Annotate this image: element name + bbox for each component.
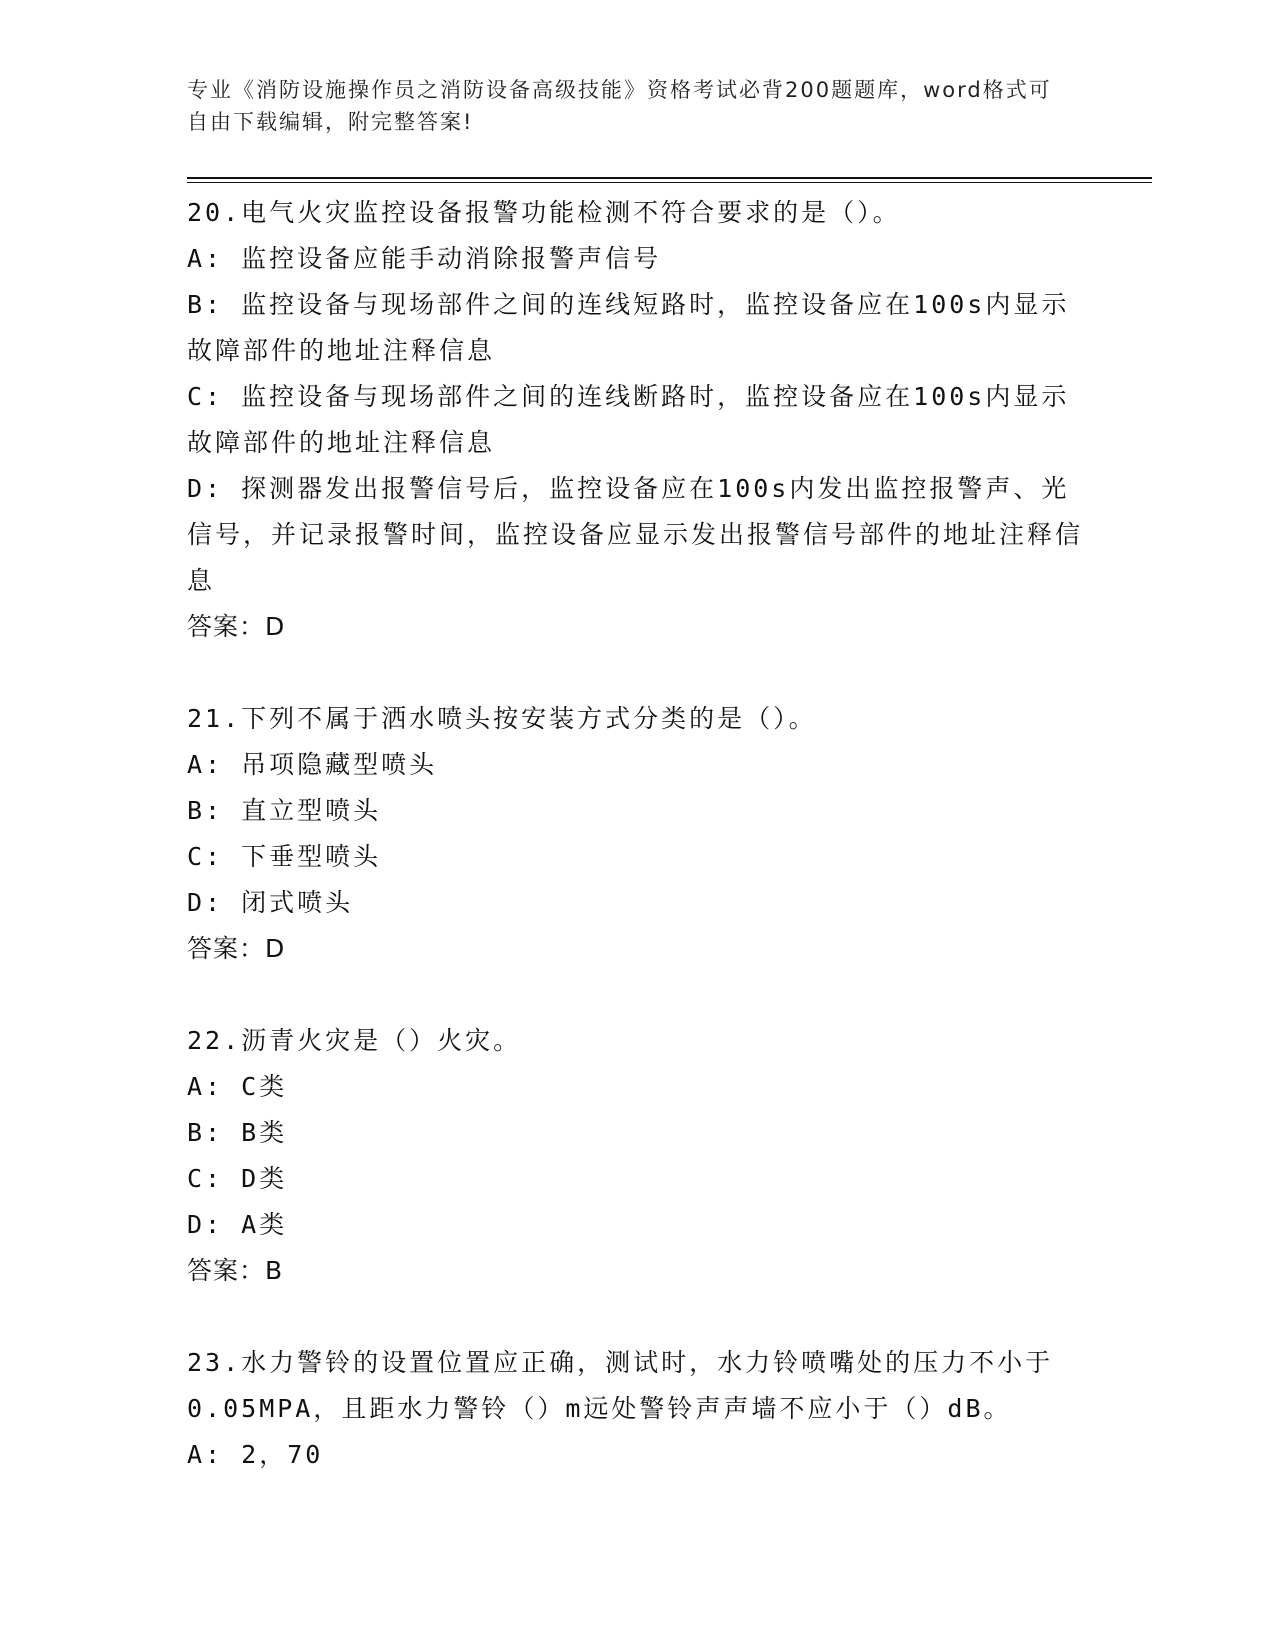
question-list [187,190,1087,1524]
option-d: D: 闭式喷头 [187,888,354,917]
question-22 [187,1018,1087,1294]
option-b: B: B类 [187,1118,288,1147]
question-stem: 23.水力警铃的设置位置应正确，测试时，水力铃喷嘴处的压力不小于0.05MPA，且距水力警铃（）m远处警铃声声墙不应小于（）dB。 [187,1348,1054,1423]
question-stem: 20.电气火灾监控设备报警功能检测不符合要求的是（）。 [187,198,901,227]
header-rule-thin [187,182,1152,183]
option-b: B: 监控设备与现场部件之间的连线短路时，监控设备应在100s内显示故障部件的地址注释信息 [187,290,1070,365]
option-b: B: 直立型喷头 [187,796,382,825]
option-d: D: 探测器发出报警信号后，监控设备应在100s内发出监控报警声、光信号，并记录报警时间，监控设备应显示发出报警信号部件的地址注释信息 [187,474,1084,595]
option-a: A: 2，70 [187,1440,324,1469]
answer: 答案：D [187,934,286,963]
question-20 [187,190,1087,650]
option-c: C: D类 [187,1164,288,1193]
answer: 答案：B [187,1256,284,1285]
document-header: 专业《消防设施操作员之消防设备高级技能》资格考试必背200题题库，word格式可自由下载编辑，附完整答案! [187,78,1052,134]
question-21 [187,696,1087,972]
answer: 答案：D [187,612,286,641]
question-stem: 21.下列不属于洒水喷头按安装方式分类的是（）。 [187,704,817,733]
option-a: A: 监控设备应能手动消除报警声信号 [187,244,662,273]
option-a: A: 吊项隐藏型喷头 [187,750,438,779]
question-23 [187,1340,1087,1478]
option-d: D: A类 [187,1210,288,1239]
option-c: C: 下垂型喷头 [187,842,382,871]
header-rule-thick [187,177,1152,179]
question-stem: 22.沥青火灾是（）火灾。 [187,1026,522,1055]
option-a: A: C类 [187,1072,288,1101]
option-c: C: 监控设备与现场部件之间的连线断路时，监控设备应在100s内显示故障部件的地址注释信息 [187,382,1070,457]
